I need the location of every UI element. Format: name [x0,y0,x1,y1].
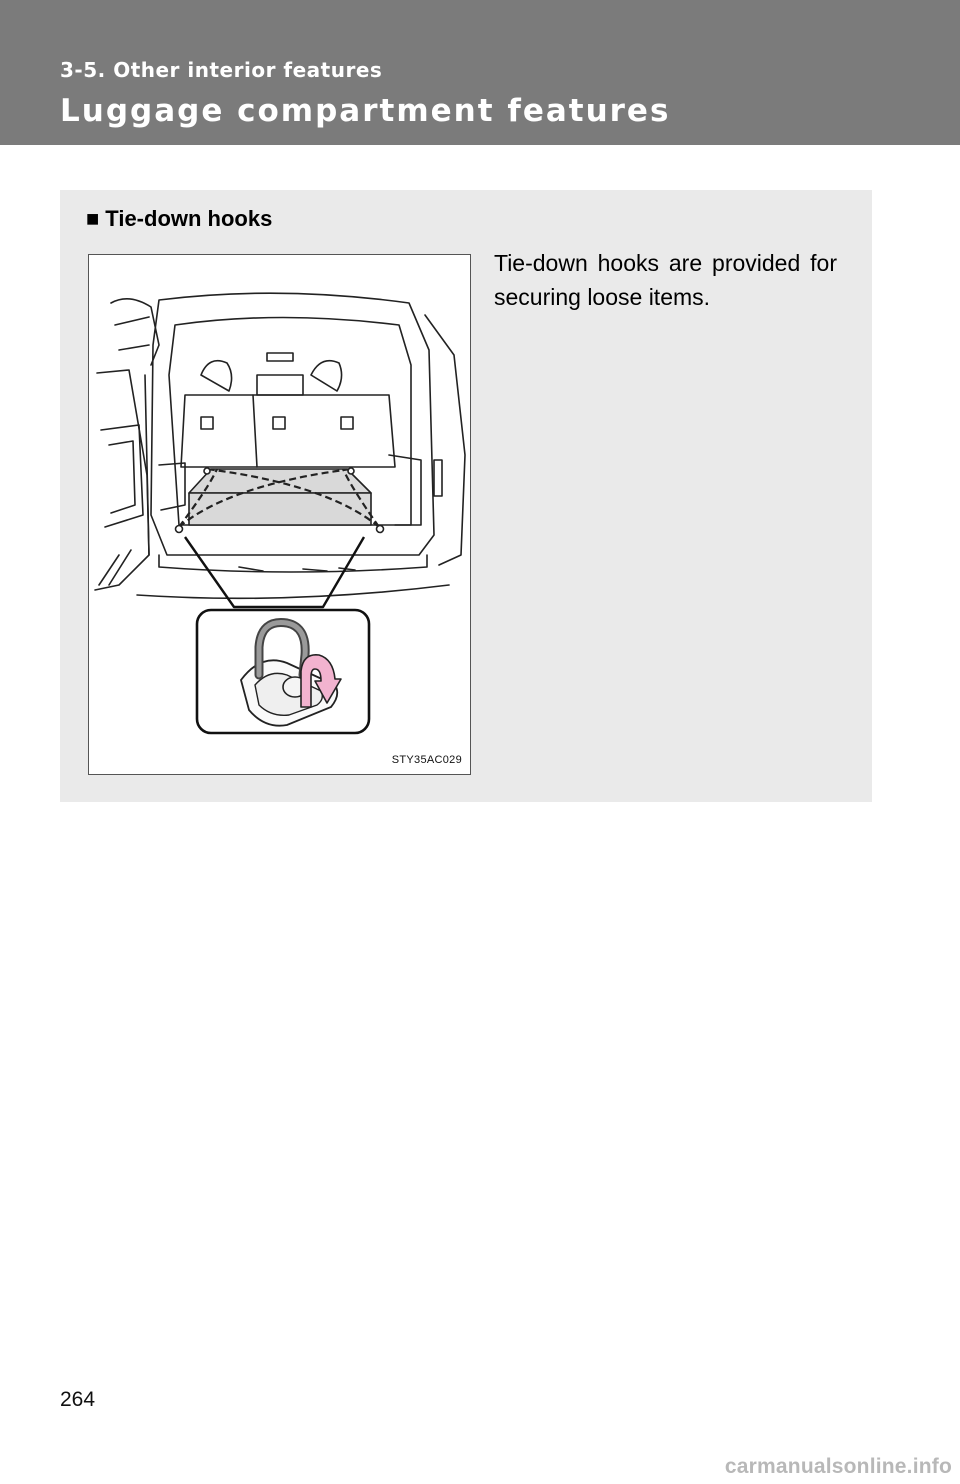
luggage-illustration [88,254,471,775]
figure-code: STY35AC029 [391,754,462,766]
page-number: 264 [60,1388,96,1411]
cargo-area-drawing [89,255,470,774]
description-text: Tie-down hooks are provided for securing loose items. [494,250,837,310]
section-label: 3-5. Other interior features [60,58,383,82]
square-bullet-icon: ■ [86,206,100,231]
page-title: Luggage compartment features [60,93,671,129]
subheading-text: Tie-down hooks [105,206,273,231]
page-header [0,0,960,145]
subheading [86,206,272,232]
watermark: carmanualsonline.info [724,1455,952,1478]
